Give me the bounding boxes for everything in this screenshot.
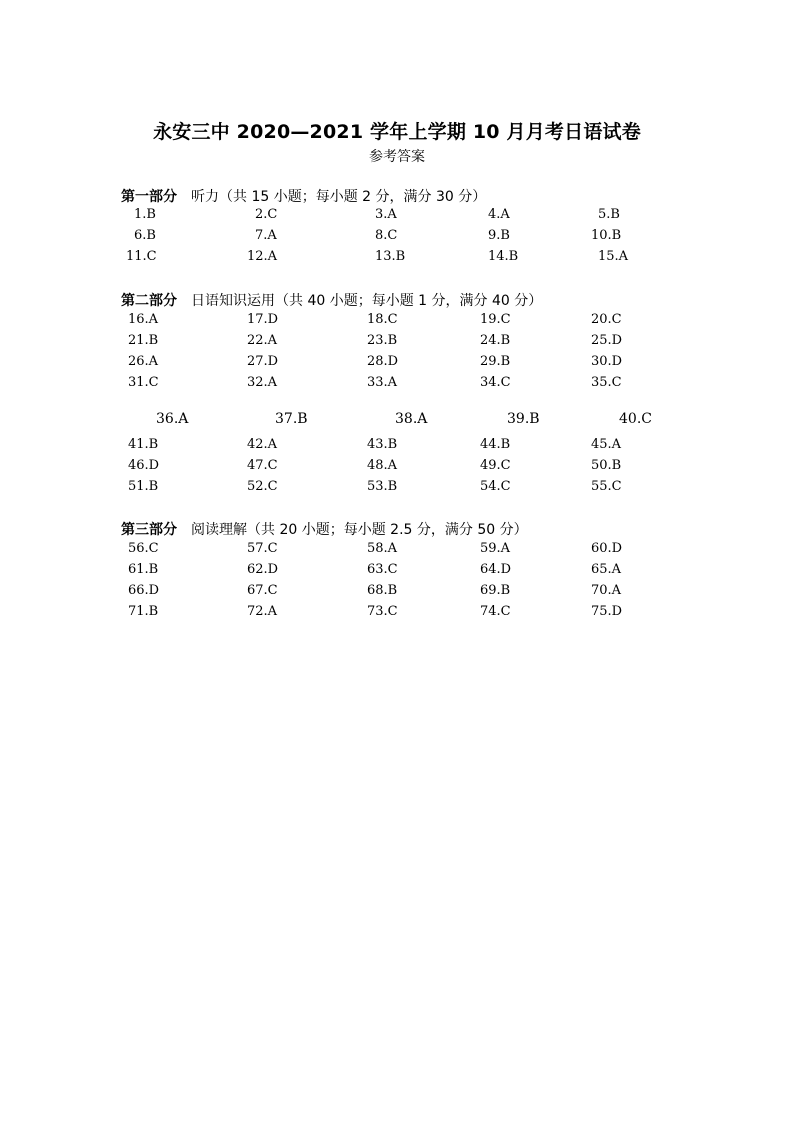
answer-item: 37.B — [275, 411, 308, 427]
answer-item: 60.D — [591, 541, 623, 556]
answer-item: 70.A — [591, 583, 622, 598]
answer-row — [0, 458, 794, 478]
answer-item: 19.C — [480, 312, 511, 327]
answer-item: 35.C — [591, 375, 622, 390]
answer-item: 21.B — [128, 333, 159, 348]
section-3-heading — [121, 519, 528, 539]
answer-item: 3.A — [375, 207, 397, 222]
answer-row — [0, 249, 794, 269]
answer-row — [0, 562, 794, 582]
answer-row — [0, 411, 794, 431]
answer-item: 23.B — [367, 333, 398, 348]
answer-item: 31.C — [128, 375, 159, 390]
answer-row — [0, 604, 794, 624]
answer-item: 38.A — [395, 411, 428, 427]
answer-item: 39.B — [507, 411, 540, 427]
section-2-lead: 第二部分 — [121, 293, 177, 309]
answer-item: 5.B — [598, 207, 620, 222]
answer-item: 65.A — [591, 562, 622, 577]
answer-item: 32.A — [247, 375, 278, 390]
answer-item: 47.C — [247, 458, 278, 473]
answer-item: 62.D — [247, 562, 279, 577]
answer-item: 29.B — [480, 354, 511, 369]
answer-item: 68.B — [367, 583, 398, 598]
answer-item: 64.D — [480, 562, 512, 577]
answer-item: 69.B — [480, 583, 511, 598]
answer-item: 45.A — [591, 437, 622, 452]
answer-item: 16.A — [128, 312, 159, 327]
answer-item: 17.D — [247, 312, 279, 327]
answer-item: 59.A — [480, 541, 511, 556]
answer-row — [0, 228, 794, 248]
answer-item: 22.A — [247, 333, 278, 348]
answer-row — [0, 583, 794, 603]
answer-row — [0, 207, 794, 227]
answer-row — [0, 541, 794, 561]
answer-item: 49.C — [480, 458, 511, 473]
section-1-desc: 听力（共 15 小题；每小题 2 分，满分 30 分） — [191, 189, 487, 205]
answer-item: 66.D — [128, 583, 160, 598]
answer-item: 73.C — [367, 604, 398, 619]
answer-item: 51.B — [128, 479, 159, 494]
answer-item: 18.C — [367, 312, 398, 327]
answer-item: 11.C — [126, 249, 157, 264]
answer-item: 71.B — [128, 604, 159, 619]
answer-item: 20.C — [591, 312, 622, 327]
answer-item: 34.C — [480, 375, 511, 390]
section-1-heading — [121, 186, 486, 206]
answer-item: 4.A — [488, 207, 510, 222]
answer-item: 7.A — [255, 228, 277, 243]
section-1-lead: 第一部分 — [121, 189, 177, 205]
answer-item: 50.B — [591, 458, 622, 473]
answer-item: 12.A — [247, 249, 278, 264]
answer-row — [0, 354, 794, 374]
answer-item: 27.D — [247, 354, 279, 369]
answer-item: 1.B — [134, 207, 156, 222]
answer-item: 28.D — [367, 354, 399, 369]
answer-item: 55.C — [591, 479, 622, 494]
answer-item: 63.C — [367, 562, 398, 577]
answer-item: 30.D — [591, 354, 623, 369]
answer-item: 57.C — [247, 541, 278, 556]
answer-item: 58.A — [367, 541, 398, 556]
answer-item: 8.C — [375, 228, 398, 243]
answer-item: 10.B — [591, 228, 622, 243]
answer-item: 41.B — [128, 437, 159, 452]
document-subtitle: 参考答案 — [369, 149, 425, 165]
section-3-lead: 第三部分 — [121, 522, 177, 538]
answer-item: 9.B — [488, 228, 510, 243]
section-2-desc: 日语知识运用（共 40 小题；每小题 1 分，满分 40 分） — [191, 293, 543, 309]
answer-item: 75.D — [591, 604, 623, 619]
answer-item: 56.C — [128, 541, 159, 556]
answer-item: 33.A — [367, 375, 398, 390]
document-title: 永安三中 2020—2021 学年上学期 10 月月考日语试卷 — [153, 121, 641, 143]
answer-item: 26.A — [128, 354, 159, 369]
answer-item: 61.B — [128, 562, 159, 577]
answer-item: 36.A — [156, 411, 189, 427]
answer-item: 54.C — [480, 479, 511, 494]
answer-item: 40.C — [619, 411, 652, 427]
answer-row — [0, 479, 794, 499]
answer-item: 74.C — [480, 604, 511, 619]
answer-item: 25.D — [591, 333, 623, 348]
answer-item: 43.B — [367, 437, 398, 452]
answer-item: 6.B — [134, 228, 156, 243]
answer-item: 13.B — [375, 249, 406, 264]
section-2-heading — [121, 290, 542, 310]
section-3-desc: 阅读理解（共 20 小题；每小题 2.5 分，满分 50 分） — [191, 522, 528, 538]
answer-item: 48.A — [367, 458, 398, 473]
answer-row — [0, 333, 794, 353]
answer-item: 14.B — [488, 249, 519, 264]
answer-item: 52.C — [247, 479, 278, 494]
answer-item: 72.A — [247, 604, 278, 619]
answer-item: 67.C — [247, 583, 278, 598]
answer-row — [0, 312, 794, 332]
answer-item: 2.C — [255, 207, 278, 222]
answer-item: 24.B — [480, 333, 511, 348]
answer-row — [0, 437, 794, 457]
answer-item: 46.D — [128, 458, 160, 473]
answer-row — [0, 375, 794, 395]
answer-item: 53.B — [367, 479, 398, 494]
answer-item: 15.A — [598, 249, 629, 264]
answer-item: 42.A — [247, 437, 278, 452]
answer-item: 44.B — [480, 437, 511, 452]
